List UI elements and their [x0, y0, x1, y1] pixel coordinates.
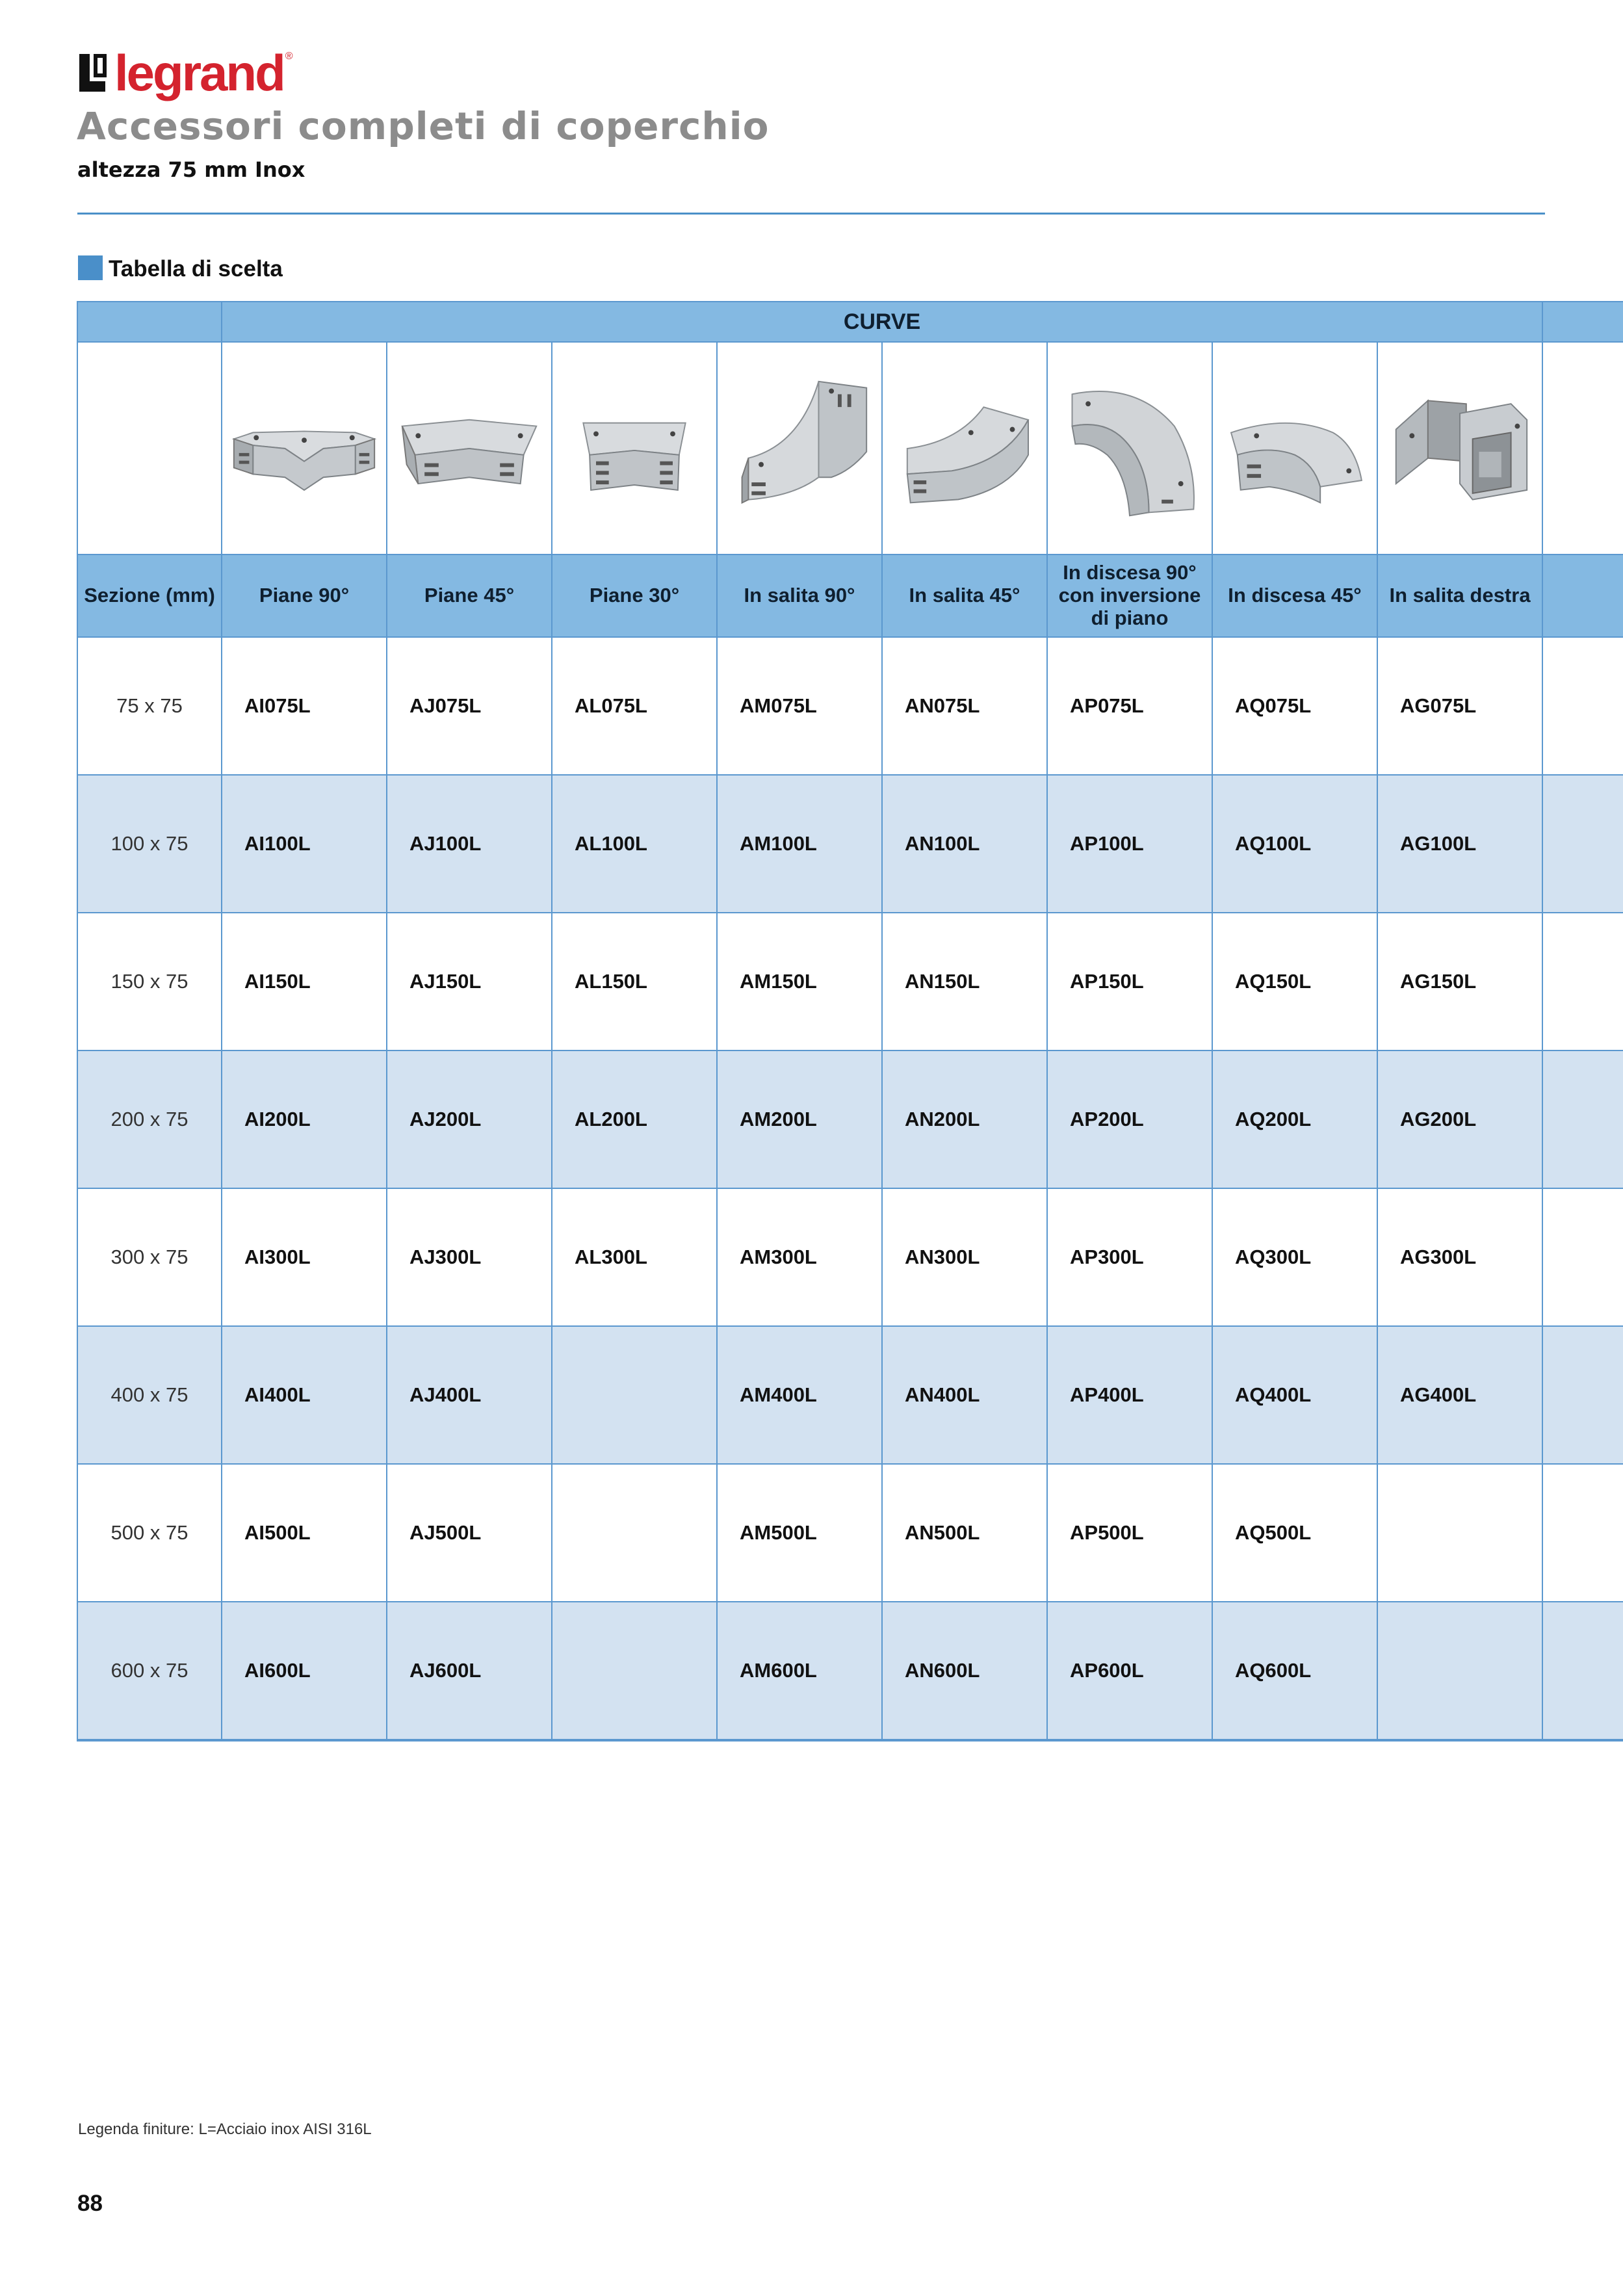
- legrand-logo: [78, 44, 293, 101]
- column-header-in-salita-90: In salita 90°: [717, 554, 882, 637]
- column-header-in-salita-destra: In salita destra: [1377, 554, 1542, 637]
- section-cell: 600 x 75: [77, 1602, 222, 1740]
- section-cell: 400 x 75: [77, 1326, 222, 1464]
- code-cell: AQ300L: [1212, 1188, 1377, 1326]
- section-marker-square-icon: [78, 255, 103, 280]
- table-row: [77, 1050, 1623, 1188]
- table-row: [77, 1188, 1623, 1326]
- code-cell: AJ500L: [387, 1464, 552, 1602]
- code-cell: AQ600L: [1212, 1602, 1377, 1740]
- column-header-in-salita-45: In salita 45°: [882, 554, 1047, 637]
- code-cell: AJ150L: [387, 913, 552, 1050]
- code-cell: AP500L: [1047, 1464, 1212, 1602]
- column-header-piane-90: Piane 90°: [222, 554, 387, 637]
- inside-riser-90-icon: [723, 375, 876, 522]
- code-cell: AJ100L: [387, 775, 552, 913]
- code-cell: [1377, 1464, 1542, 1602]
- code-cell: AG150L: [1377, 913, 1542, 1050]
- code-cell: AL100L: [552, 775, 717, 913]
- empty-cell: [1542, 775, 1623, 913]
- code-cell: [552, 1326, 717, 1464]
- code-cell: AI300L: [222, 1188, 387, 1326]
- right-riser-tee-icon: [1383, 375, 1537, 522]
- corner-cell: [77, 302, 222, 342]
- code-cell: AQ200L: [1212, 1050, 1377, 1188]
- code-cell: [552, 1602, 717, 1740]
- table-row: [77, 637, 1623, 775]
- column-header-in-discesa-90-inversione: In discesa 90° con inversione di piano: [1047, 554, 1212, 637]
- section-cell: 300 x 75: [77, 1188, 222, 1326]
- code-cell: AM600L: [717, 1602, 882, 1740]
- section-cell: 150 x 75: [77, 913, 222, 1050]
- code-cell: AG400L: [1377, 1326, 1542, 1464]
- code-cell: AN150L: [882, 913, 1047, 1050]
- code-cell: AI100L: [222, 775, 387, 913]
- code-cell: AG200L: [1377, 1050, 1542, 1188]
- empty-cell: [1542, 1464, 1623, 1602]
- column-header-next: [1542, 554, 1623, 637]
- code-cell: AM200L: [717, 1050, 882, 1188]
- empty-cell: [1542, 1326, 1623, 1464]
- product-image-cell: [882, 342, 1047, 554]
- code-cell: AI150L: [222, 913, 387, 1050]
- page-subtitle: altezza 75 mm Inox: [77, 157, 305, 182]
- registered-mark: ®: [285, 51, 293, 62]
- table-row: [77, 775, 1623, 913]
- code-cell: AQ100L: [1212, 775, 1377, 913]
- code-cell: AN600L: [882, 1602, 1047, 1740]
- empty-image-cell: [1542, 342, 1623, 554]
- code-cell: AM500L: [717, 1464, 882, 1602]
- code-cell: AM400L: [717, 1326, 882, 1464]
- image-row-label-cell: [77, 342, 222, 554]
- flat-45-bend-icon: [393, 394, 546, 503]
- selection-table: [77, 301, 1623, 1742]
- code-cell: AP075L: [1047, 637, 1212, 775]
- code-cell: [1377, 1602, 1542, 1740]
- legrand-logo-mark-icon: [78, 53, 108, 93]
- flat-90-bend-icon: [227, 394, 381, 503]
- code-cell: AI200L: [222, 1050, 387, 1188]
- column-header-section: Sezione (mm): [77, 554, 222, 637]
- section-title: Tabella di scelta: [109, 256, 283, 281]
- code-cell: AQ400L: [1212, 1326, 1377, 1464]
- code-cell: AN100L: [882, 775, 1047, 913]
- empty-cell: [1542, 1188, 1623, 1326]
- code-cell: AP400L: [1047, 1326, 1212, 1464]
- outside-riser-45-icon: [1218, 385, 1371, 512]
- code-cell: AJ075L: [387, 637, 552, 775]
- legrand-logo-text: legrand: [114, 44, 284, 101]
- code-cell: AL200L: [552, 1050, 717, 1188]
- product-image-cell: [222, 342, 387, 554]
- code-cell: AP300L: [1047, 1188, 1212, 1326]
- code-cell: AQ500L: [1212, 1464, 1377, 1602]
- empty-cell: [1542, 1050, 1623, 1188]
- table-row: [77, 1602, 1623, 1740]
- code-cell: AG075L: [1377, 637, 1542, 775]
- code-cell: AL150L: [552, 913, 717, 1050]
- code-cell: AI600L: [222, 1602, 387, 1740]
- product-image-cell: [387, 342, 552, 554]
- section-cell: 500 x 75: [77, 1464, 222, 1602]
- empty-cell: [1542, 913, 1623, 1050]
- header-divider: [77, 213, 1545, 215]
- empty-cell: [1542, 637, 1623, 775]
- page-number: 88: [77, 2191, 103, 2216]
- code-cell: AM150L: [717, 913, 882, 1050]
- table-row: [77, 1464, 1623, 1602]
- code-cell: AG300L: [1377, 1188, 1542, 1326]
- section-cell: 75 x 75: [77, 637, 222, 775]
- outside-riser-90-reversed-icon: [1053, 369, 1206, 528]
- code-cell: AP600L: [1047, 1602, 1212, 1740]
- product-image-cell: [1047, 342, 1212, 554]
- code-cell: AJ400L: [387, 1326, 552, 1464]
- code-cell: AP150L: [1047, 913, 1212, 1050]
- code-cell: AI075L: [222, 637, 387, 775]
- code-cell: AQ150L: [1212, 913, 1377, 1050]
- code-cell: AN200L: [882, 1050, 1047, 1188]
- code-cell: AP200L: [1047, 1050, 1212, 1188]
- code-cell: AP100L: [1047, 775, 1212, 913]
- table-row: [77, 1326, 1623, 1464]
- code-cell: [552, 1464, 717, 1602]
- product-image-cell: [1212, 342, 1377, 554]
- selection-table-wrapper: [77, 301, 1623, 1755]
- table-row: [77, 913, 1623, 1050]
- code-cell: AJ300L: [387, 1188, 552, 1326]
- code-cell: AM075L: [717, 637, 882, 775]
- inside-riser-45-icon: [888, 385, 1041, 512]
- code-cell: AL300L: [552, 1188, 717, 1326]
- code-cell: AN400L: [882, 1326, 1047, 1464]
- code-cell: AI500L: [222, 1464, 387, 1602]
- code-cell: AQ075L: [1212, 637, 1377, 775]
- page-title: Accessori completi di coperchio: [77, 104, 770, 148]
- product-image-cell: [1377, 342, 1542, 554]
- finish-legend: Legenda finiture: L=Acciaio inox AISI 316L: [78, 2120, 372, 2138]
- next-group-header: [1542, 302, 1623, 342]
- empty-cell: [1542, 1602, 1623, 1740]
- column-header-in-discesa-45: In discesa 45°: [1212, 554, 1377, 637]
- section-cell: 100 x 75: [77, 775, 222, 913]
- code-cell: AJ200L: [387, 1050, 552, 1188]
- code-cell: AN075L: [882, 637, 1047, 775]
- product-image-cell: [717, 342, 882, 554]
- code-cell: AN300L: [882, 1188, 1047, 1326]
- column-header-piane-30: Piane 30°: [552, 554, 717, 637]
- code-cell: AI400L: [222, 1326, 387, 1464]
- flat-30-bend-icon: [558, 394, 711, 503]
- group-header-curve: CURVE: [222, 302, 1542, 342]
- code-cell: AM100L: [717, 775, 882, 913]
- code-cell: AN500L: [882, 1464, 1047, 1602]
- code-cell: AL075L: [552, 637, 717, 775]
- product-image-cell: [552, 342, 717, 554]
- column-header-piane-45: Piane 45°: [387, 554, 552, 637]
- code-cell: AG100L: [1377, 775, 1542, 913]
- code-cell: AJ600L: [387, 1602, 552, 1740]
- code-cell: AM300L: [717, 1188, 882, 1326]
- section-cell: 200 x 75: [77, 1050, 222, 1188]
